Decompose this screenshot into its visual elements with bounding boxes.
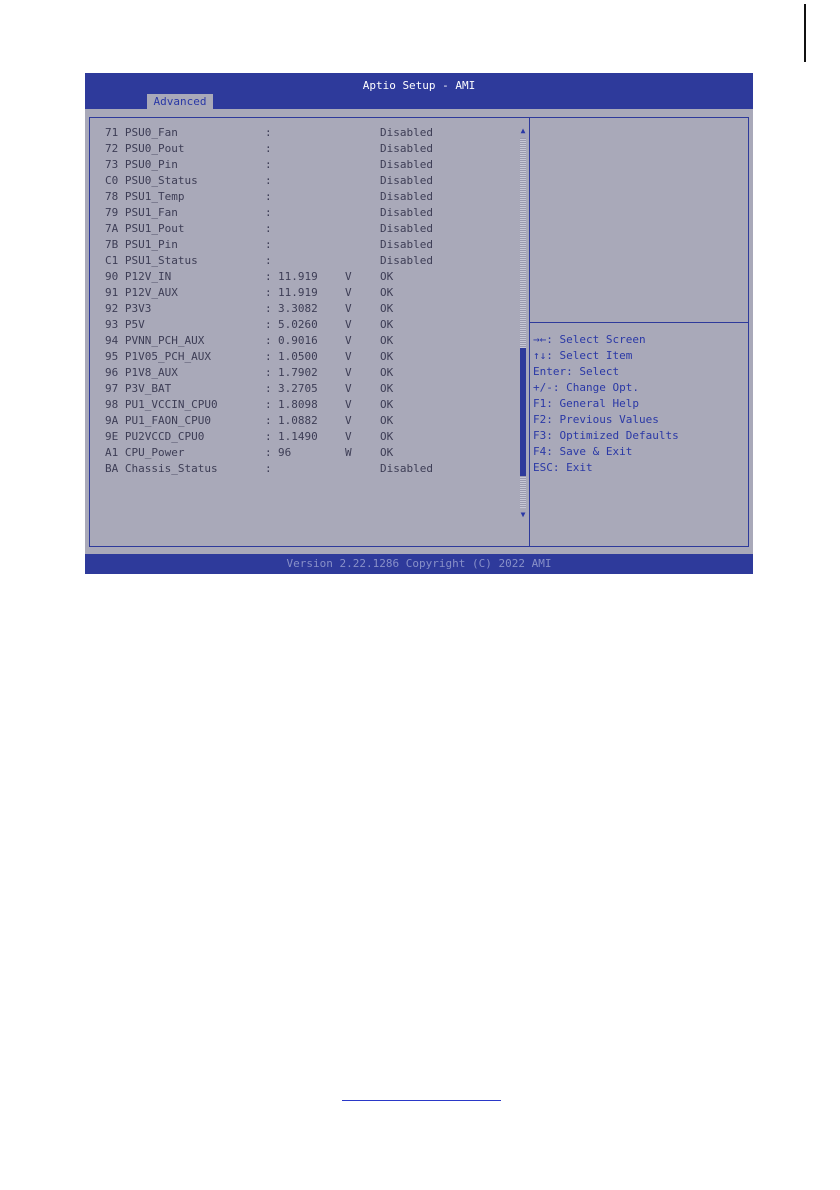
- sensor-row[interactable]: [105, 333, 525, 349]
- sensor-status: OK: [380, 382, 394, 395]
- separator-colon: :: [265, 174, 272, 187]
- sensor-name: 96 P1V8_AUX: [105, 366, 178, 379]
- sensor-status: Disabled: [380, 222, 433, 235]
- sensor-row[interactable]: [105, 125, 525, 141]
- separator-colon: :: [265, 446, 272, 459]
- help-line: +/-: Change Opt.: [533, 381, 639, 394]
- help-line: F4: Save & Exit: [533, 445, 633, 458]
- sensor-row[interactable]: [105, 157, 525, 173]
- sensor-name: 93 P5V: [105, 318, 145, 331]
- sensor-row[interactable]: [105, 189, 525, 205]
- sensor-value: 3.2705: [278, 382, 318, 395]
- sensor-row[interactable]: [105, 269, 525, 285]
- sensor-value: 3.3082: [278, 302, 318, 315]
- sensor-value: 1.8098: [278, 398, 318, 411]
- scroll-thumb[interactable]: [520, 348, 526, 476]
- sensor-value: 5.0260: [278, 318, 318, 331]
- sensor-name: 71 PSU0_Fan: [105, 126, 178, 139]
- sensor-status: Disabled: [380, 142, 433, 155]
- help-line: F1: General Help: [533, 397, 639, 410]
- bios-screen: [85, 73, 753, 574]
- sensor-name: BA Chassis_Status: [105, 462, 218, 475]
- sensor-unit: V: [345, 318, 352, 331]
- separator-colon: :: [265, 126, 272, 139]
- sensor-status: OK: [380, 398, 394, 411]
- sensor-name: 98 PU1_VCCIN_CPU0: [105, 398, 218, 411]
- sensor-row[interactable]: [105, 381, 525, 397]
- sensor-status: OK: [380, 270, 394, 283]
- sensor-value: 0.9016: [278, 334, 318, 347]
- sensor-unit: V: [345, 270, 352, 283]
- sensor-status: OK: [380, 334, 394, 347]
- sensor-status: Disabled: [380, 126, 433, 139]
- sensor-name: 7B PSU1_Pin: [105, 238, 178, 251]
- separator-colon: :: [265, 414, 272, 427]
- sensor-row[interactable]: [105, 349, 525, 365]
- sensor-status: OK: [380, 302, 394, 315]
- sensor-name: 95 P1V05_PCH_AUX: [105, 350, 211, 363]
- sensor-unit: V: [345, 302, 352, 315]
- separator-colon: :: [265, 366, 272, 379]
- page-edge-mark: [804, 4, 806, 62]
- separator-colon: :: [265, 222, 272, 235]
- panel-divider: [529, 117, 530, 547]
- sensor-status: Disabled: [380, 238, 433, 251]
- sensor-name: 73 PSU0_Pin: [105, 158, 178, 171]
- separator-colon: :: [265, 318, 272, 331]
- separator-colon: :: [265, 382, 272, 395]
- sensor-name: C0 PSU0_Status: [105, 174, 198, 187]
- scrollbar[interactable]: [519, 126, 527, 520]
- sensor-unit: V: [345, 350, 352, 363]
- sensor-row[interactable]: [105, 301, 525, 317]
- separator-colon: :: [265, 334, 272, 347]
- sensor-status: OK: [380, 318, 394, 331]
- sensor-row[interactable]: [105, 285, 525, 301]
- scroll-down-icon[interactable]: ▼: [520, 510, 526, 519]
- separator-colon: :: [265, 190, 272, 203]
- separator-colon: :: [265, 270, 272, 283]
- help-separator: [530, 322, 748, 323]
- separator-colon: :: [265, 302, 272, 315]
- sensor-status: OK: [380, 286, 394, 299]
- sensor-status: OK: [380, 366, 394, 379]
- sensor-row[interactable]: [105, 445, 525, 461]
- tab-advanced[interactable]: Advanced: [147, 94, 213, 109]
- sensor-name: 92 P3V3: [105, 302, 152, 315]
- sensor-row[interactable]: [105, 253, 525, 269]
- sensor-row[interactable]: [105, 237, 525, 253]
- help-line: F3: Optimized Defaults: [533, 429, 679, 442]
- sensor-row[interactable]: [105, 461, 525, 477]
- separator-colon: :: [265, 206, 272, 219]
- sensor-unit: V: [345, 382, 352, 395]
- sensor-unit: V: [345, 430, 352, 443]
- sensor-name: 72 PSU0_Pout: [105, 142, 185, 155]
- sensor-value: 11.919: [278, 286, 318, 299]
- sensor-name: 79 PSU1_Fan: [105, 206, 178, 219]
- sensor-unit: V: [345, 366, 352, 379]
- sensor-value: 1.7902: [278, 366, 318, 379]
- separator-colon: :: [265, 238, 272, 251]
- sensor-value: 96: [278, 446, 292, 459]
- help-line: ESC: Exit: [533, 461, 593, 474]
- sensor-name: 94 PVNN_PCH_AUX: [105, 334, 205, 347]
- help-line: ↑↓: Select Item: [533, 349, 633, 362]
- sensor-name: 97 P3V_BAT: [105, 382, 172, 395]
- sensor-value: 1.1490: [278, 430, 318, 443]
- bios-title: Aptio Setup - AMI: [362, 79, 476, 92]
- separator-colon: :: [265, 430, 272, 443]
- separator-colon: :: [265, 286, 272, 299]
- sensor-name: 78 PSU1_Temp: [105, 190, 185, 203]
- sensor-value: 1.0882: [278, 414, 318, 427]
- sensor-row[interactable]: [105, 413, 525, 429]
- separator-colon: :: [265, 158, 272, 171]
- sensor-row[interactable]: [105, 317, 525, 333]
- sensor-name: C1 PSU1_Status: [105, 254, 198, 267]
- sensor-name: A1 CPU_Power: [105, 446, 185, 459]
- bios-title-bar: [85, 73, 753, 109]
- sensor-status: OK: [380, 446, 394, 459]
- sensor-name: 90 P12V_IN: [105, 270, 172, 283]
- footer-version: Version 2.22.1286 Copyright (C) 2022 AMI: [286, 557, 552, 570]
- sensor-value: 11.919: [278, 270, 318, 283]
- sensor-status: Disabled: [380, 206, 433, 219]
- help-line: F2: Previous Values: [533, 413, 659, 426]
- sensor-unit: V: [345, 286, 352, 299]
- sensor-row[interactable]: [105, 141, 525, 157]
- sensor-status: OK: [380, 350, 394, 363]
- sensor-status: OK: [380, 414, 394, 427]
- sensor-name: 91 P12V_AUX: [105, 286, 178, 299]
- separator-colon: :: [265, 398, 272, 411]
- sensor-name: 7A PSU1_Pout: [105, 222, 185, 235]
- separator-colon: :: [265, 142, 272, 155]
- sensor-status: Disabled: [380, 158, 433, 171]
- sensor-row[interactable]: [105, 429, 525, 445]
- bios-footer-bar: [85, 554, 753, 574]
- sensor-unit: V: [345, 414, 352, 427]
- separator-colon: :: [265, 350, 272, 363]
- sensor-value: 1.0500: [278, 350, 318, 363]
- sensor-row[interactable]: [105, 173, 525, 189]
- sensor-status: Disabled: [380, 254, 433, 267]
- footer-link-underline[interactable]: [342, 1100, 501, 1101]
- sensor-row[interactable]: [105, 365, 525, 381]
- scroll-up-icon[interactable]: ▲: [520, 126, 526, 135]
- sensor-status: Disabled: [380, 190, 433, 203]
- sensor-name: 9E PU2VCCD_CPU0: [105, 430, 205, 443]
- separator-colon: :: [265, 254, 272, 267]
- sensor-status: OK: [380, 430, 394, 443]
- sensor-status: Disabled: [380, 174, 433, 187]
- help-line: →←: Select Screen: [533, 333, 646, 346]
- sensor-row[interactable]: [105, 397, 525, 413]
- help-line: Enter: Select: [533, 365, 620, 378]
- sensor-name: 9A PU1_FAON_CPU0: [105, 414, 211, 427]
- sensor-status: Disabled: [380, 462, 433, 475]
- sensor-unit: W: [345, 446, 352, 459]
- sensor-row[interactable]: [105, 205, 525, 221]
- sensor-unit: V: [345, 334, 352, 347]
- separator-colon: :: [265, 462, 272, 475]
- sensor-unit: V: [345, 398, 352, 411]
- sensor-row[interactable]: [105, 221, 525, 237]
